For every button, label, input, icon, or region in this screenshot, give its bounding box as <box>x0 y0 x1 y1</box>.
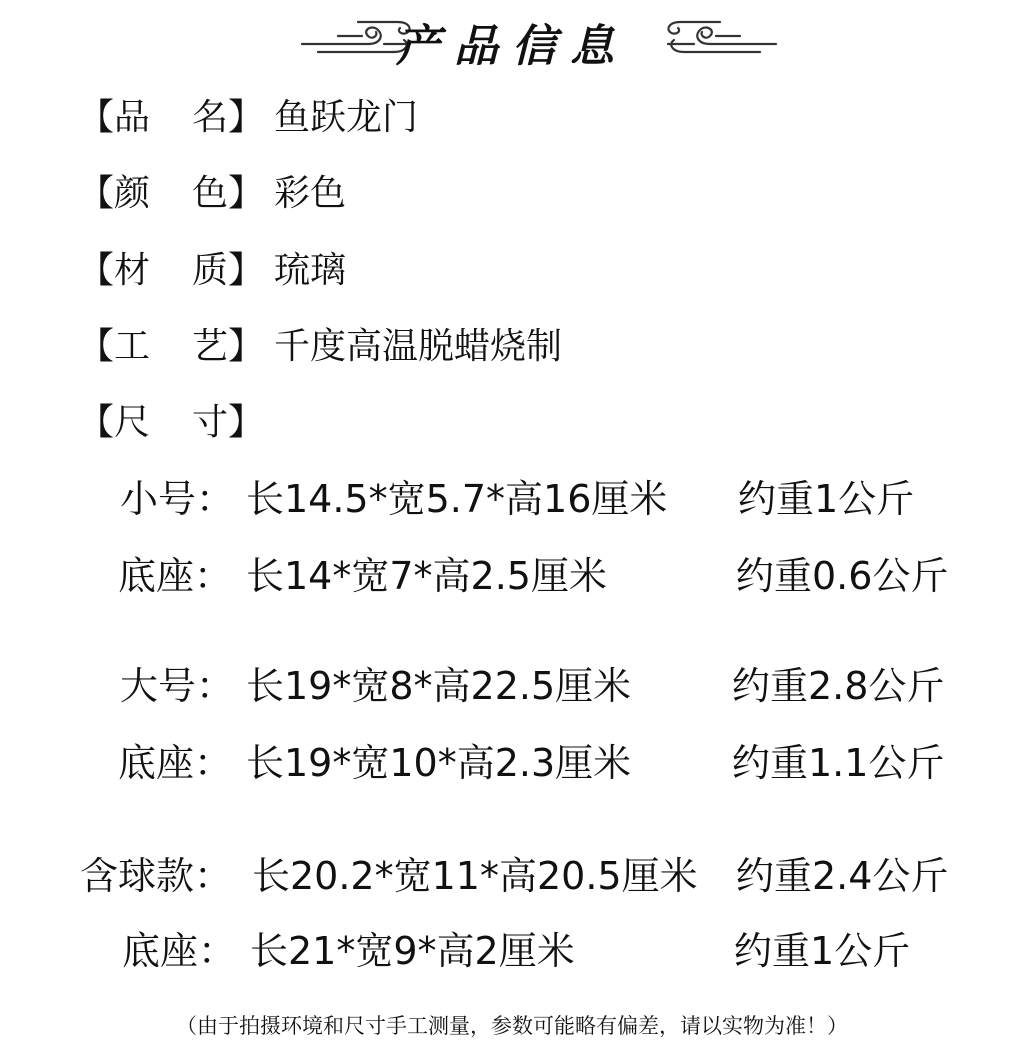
size-row-large-base <box>118 740 998 786</box>
spec-row-material <box>78 249 346 293</box>
size-label: 含球款： <box>80 854 233 898</box>
size-weight: 约重0.6公斤 <box>736 554 949 598</box>
size-label: 小号： <box>120 477 235 521</box>
spec-row-craft <box>78 325 562 369</box>
size-weight: 约重1公斤 <box>738 477 915 521</box>
spec-row-name <box>78 96 418 140</box>
spec-label: 【品 名】 <box>78 97 265 138</box>
spec-value: 琉璃 <box>274 250 347 291</box>
spec-value: 彩色 <box>274 173 347 214</box>
size-row-small-base <box>118 553 998 599</box>
cloud-scroll-icon <box>660 14 780 58</box>
size-dims: 长14*宽7*高2.5厘米 <box>246 554 607 598</box>
size-dims: 长14.5*宽5.7*高16厘米 <box>246 477 668 521</box>
spec-label: 【尺 寸】 <box>78 402 265 443</box>
size-row-small <box>120 476 980 522</box>
size-label: 底座： <box>118 741 233 785</box>
size-dims: 长20.2*宽11*高20.5厘米 <box>252 854 698 898</box>
size-weight: 约重1公斤 <box>734 929 911 973</box>
size-label: 大号： <box>120 664 235 708</box>
size-label: 底座： <box>118 554 233 598</box>
size-weight: 约重1.1公斤 <box>732 741 945 785</box>
size-weight: 约重2.4公斤 <box>736 854 949 898</box>
size-label: 底座： <box>122 929 237 973</box>
size-row-with-ball-base <box>122 928 1002 974</box>
section-header <box>0 0 1024 70</box>
size-dims: 长21*宽9*高2厘米 <box>250 929 575 973</box>
spec-value: 千度高温脱蜡烧制 <box>274 326 563 367</box>
spec-label: 【材 质】 <box>78 250 265 291</box>
size-row-large <box>120 663 1000 709</box>
size-dims: 长19*宽10*高2.3厘米 <box>246 741 632 785</box>
page-title: 产品信息 <box>396 21 628 72</box>
spec-row-color <box>78 172 346 216</box>
disclaimer-note: （由于拍摄环境和尺寸手工测量，参数可能略有偏差，请以实物为准！） <box>176 1014 848 1038</box>
size-dims: 长19*宽8*高22.5厘米 <box>246 664 632 708</box>
spec-row-size <box>78 401 274 445</box>
size-row-with-ball <box>80 853 1000 899</box>
spec-label: 【颜 色】 <box>78 173 265 214</box>
spec-label: 【工 艺】 <box>78 326 265 367</box>
spec-value: 鱼跃龙门 <box>274 97 419 138</box>
size-weight: 约重2.8公斤 <box>732 664 945 708</box>
